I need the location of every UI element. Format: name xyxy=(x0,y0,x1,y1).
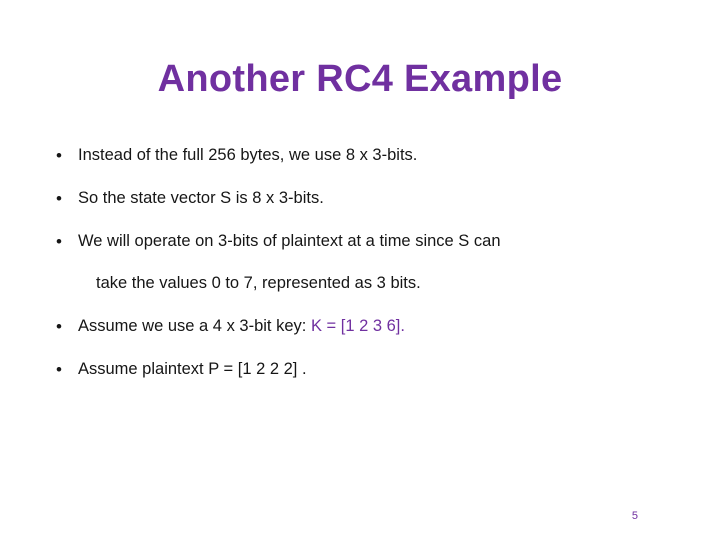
bullet-marker-icon: • xyxy=(56,359,62,379)
list-item xyxy=(56,188,692,210)
list-item-text xyxy=(78,316,692,337)
list-item xyxy=(56,145,692,167)
list-item-text: Assume plaintext P = [1 2 2 2] . xyxy=(78,359,307,378)
page-title: Another RC4 Example xyxy=(157,58,563,100)
list-item-text: Instead of the full 256 bytes, we use 8 x 3-bits. xyxy=(78,146,418,164)
list-item-text: So the state vector S is 8 x 3-bits. xyxy=(78,188,324,207)
bullet-marker-icon: • xyxy=(56,188,62,208)
list-item xyxy=(56,231,692,253)
list-item-text: We will operate on 3-bits of plaintext at a time since S can xyxy=(78,231,501,250)
page-number: 5 xyxy=(631,510,638,522)
list-item-continuation-text: take the values 0 to 7, represented as 3 bits. xyxy=(96,274,421,293)
list-item-text-main: Assume we use a 4 x 3-bit key: xyxy=(78,317,307,335)
list-item xyxy=(56,316,692,338)
key-value-highlight: K = [1 2 3 6]. xyxy=(310,317,405,335)
list-item xyxy=(56,359,692,381)
bullet-marker-icon: • xyxy=(56,146,62,165)
bullet-marker-icon: • xyxy=(56,231,62,251)
list-item-continuation xyxy=(56,273,692,295)
bullet-marker-icon: • xyxy=(56,317,62,336)
bullet-list xyxy=(56,145,692,402)
